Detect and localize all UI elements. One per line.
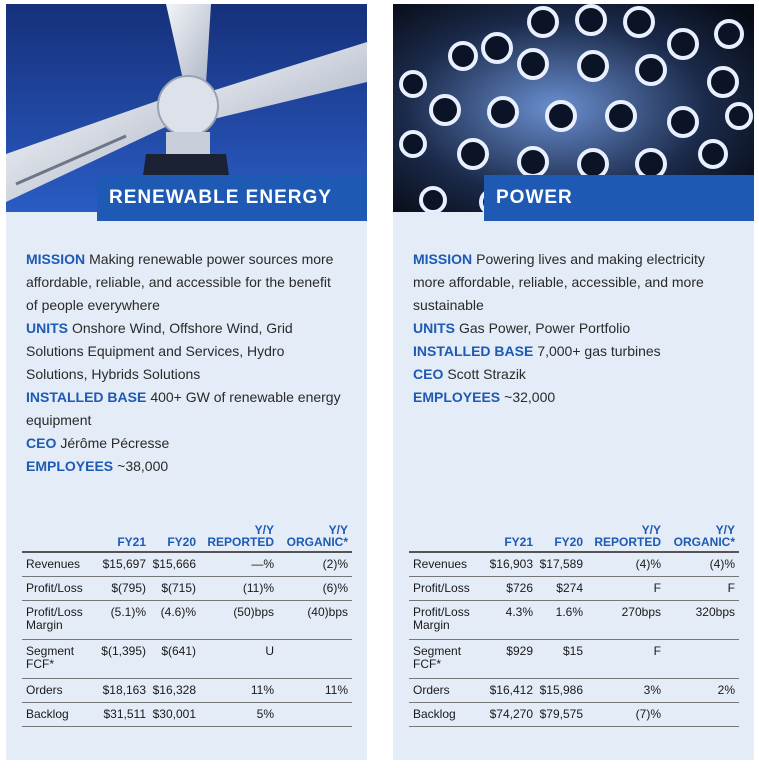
row-label: Revenues: [22, 552, 98, 577]
column-header: FY20: [537, 524, 587, 552]
cell-reported: 270bps: [587, 601, 665, 640]
fact-mission: [413, 248, 733, 317]
table-row: [409, 640, 739, 679]
segment-facts: [413, 248, 733, 409]
fact-units: [413, 317, 733, 340]
fact-value: ~38,000: [117, 458, 169, 474]
cell-fy20: $30,001: [150, 703, 200, 727]
row-label: Orders: [409, 679, 485, 703]
cell-fy21: $16,412: [485, 679, 537, 703]
fact-ceo: [413, 363, 733, 386]
fact-value: Gas Power, Power Portfolio: [459, 320, 631, 336]
column-header: Y/Y ORGANIC*: [665, 524, 739, 552]
cell-fy20: $17,589: [537, 552, 587, 577]
segment-panel-power: [393, 4, 754, 760]
fact-ceo: [26, 432, 346, 455]
fact-key: INSTALLED BASE: [26, 389, 147, 405]
cell-fy21: $74,270: [485, 703, 537, 727]
fact-installed-base: [413, 340, 733, 363]
cell-organic: (4)%: [665, 552, 739, 577]
fact-value: Onshore Wind, Offshore Wind, Grid Solutions Equipment and Services, Hydro Solutions, Hybrids Solutions: [26, 320, 293, 382]
cell-fy21: 4.3%: [485, 601, 537, 640]
fact-employees: [413, 386, 733, 409]
fact-value: 400+ GW of renewable energy equipment: [26, 389, 341, 428]
cell-organic: 11%: [278, 679, 352, 703]
cell-fy21: $18,163: [98, 679, 150, 703]
segment-title: RENEWABLE ENERGY: [97, 175, 367, 221]
cell-reported: F: [587, 640, 665, 679]
cell-organic: (2)%: [278, 552, 352, 577]
fact-key: MISSION: [413, 251, 473, 267]
row-label: Profit/Loss: [409, 577, 485, 601]
fact-mission: [26, 248, 346, 317]
row-label: Profit/Loss Margin: [22, 601, 98, 640]
fact-key: UNITS: [26, 320, 68, 336]
cell-organic: (6)%: [278, 577, 352, 601]
fact-installed-base: [26, 386, 346, 432]
cell-reported: 11%: [200, 679, 278, 703]
cell-fy20: $274: [537, 577, 587, 601]
table-row: [22, 703, 352, 727]
fact-key: CEO: [26, 435, 57, 451]
column-header: FY21: [98, 524, 150, 552]
cell-fy20: $16,328: [150, 679, 200, 703]
cell-fy20: $15,986: [537, 679, 587, 703]
fact-key: CEO: [413, 366, 444, 382]
fact-key: EMPLOYEES: [413, 389, 501, 405]
cell-reported: (7)%: [587, 703, 665, 727]
cell-reported: (11)%: [200, 577, 278, 601]
cell-fy21: $15,697: [98, 552, 150, 577]
cell-organic: 320bps: [665, 601, 739, 640]
cell-fy21: $(795): [98, 577, 150, 601]
cell-organic: (40)bps: [278, 601, 352, 640]
table-row: [409, 679, 739, 703]
column-header: Y/Y REPORTED: [200, 524, 278, 552]
row-label: Profit/Loss: [22, 577, 98, 601]
cell-organic: [278, 640, 352, 679]
cell-reported: U: [200, 640, 278, 679]
cell-organic: 2%: [665, 679, 739, 703]
table-row: [409, 601, 739, 640]
column-header: Y/Y ORGANIC*: [278, 524, 352, 552]
cell-organic: [665, 640, 739, 679]
cell-fy20: $15: [537, 640, 587, 679]
cell-reported: 3%: [587, 679, 665, 703]
table-row: [22, 577, 352, 601]
segment-panel-renewable-energy: [6, 4, 367, 760]
table-row: [22, 640, 352, 679]
fact-units: [26, 317, 346, 386]
table-header-row: [22, 524, 352, 552]
cell-fy20: $15,666: [150, 552, 200, 577]
cell-reported: 5%: [200, 703, 278, 727]
fact-value: Scott Strazik: [447, 366, 526, 382]
row-label: Backlog: [409, 703, 485, 727]
row-label: Orders: [22, 679, 98, 703]
column-header: FY20: [150, 524, 200, 552]
cell-organic: F: [665, 577, 739, 601]
cell-reported: (4)%: [587, 552, 665, 577]
cell-fy20: $79,575: [537, 703, 587, 727]
fact-key: INSTALLED BASE: [413, 343, 534, 359]
column-header: Y/Y REPORTED: [587, 524, 665, 552]
fact-key: EMPLOYEES: [26, 458, 114, 474]
segment-facts: [26, 248, 346, 478]
table-row: [22, 552, 352, 577]
table-row: [409, 703, 739, 727]
cell-fy20: (4.6)%: [150, 601, 200, 640]
fact-key: MISSION: [26, 251, 86, 267]
fact-value: Jérôme Pécresse: [60, 435, 170, 451]
fact-key: UNITS: [413, 320, 455, 336]
cell-fy21: $929: [485, 640, 537, 679]
row-label: Segment FCF*: [409, 640, 485, 679]
table-header-row: [409, 524, 739, 552]
column-header: [409, 524, 485, 552]
cell-fy21: $16,903: [485, 552, 537, 577]
column-header: [22, 524, 98, 552]
cell-fy21: $(1,395): [98, 640, 150, 679]
table-row: [409, 552, 739, 577]
table-row: [22, 679, 352, 703]
segment-title: POWER: [484, 175, 754, 221]
cell-organic: [665, 703, 739, 727]
fact-value: Powering lives and making electricity more affordable, reliable, accessible, and more sustainable: [413, 251, 705, 313]
row-label: Revenues: [409, 552, 485, 577]
column-header: FY21: [485, 524, 537, 552]
row-label: Segment FCF*: [22, 640, 98, 679]
financials-table: [409, 524, 739, 727]
row-label: Profit/Loss Margin: [409, 601, 485, 640]
fact-value: 7,000+ gas turbines: [537, 343, 661, 359]
cell-fy20: $(715): [150, 577, 200, 601]
fact-value: Making renewable power sources more affordable, reliable, and accessible for the benefit of people everywhere: [26, 251, 334, 313]
fact-value: ~32,000: [504, 389, 556, 405]
cell-reported: F: [587, 577, 665, 601]
cell-fy20: 1.6%: [537, 601, 587, 640]
cell-reported: —%: [200, 552, 278, 577]
table-row: [22, 601, 352, 640]
financials-table: [22, 524, 352, 727]
cell-organic: [278, 703, 352, 727]
cell-fy21: $31,511: [98, 703, 150, 727]
cell-reported: (50)bps: [200, 601, 278, 640]
row-label: Backlog: [22, 703, 98, 727]
cell-fy20: $(641): [150, 640, 200, 679]
fact-employees: [26, 455, 346, 478]
table-row: [409, 577, 739, 601]
cell-fy21: (5.1)%: [98, 601, 150, 640]
cell-fy21: $726: [485, 577, 537, 601]
